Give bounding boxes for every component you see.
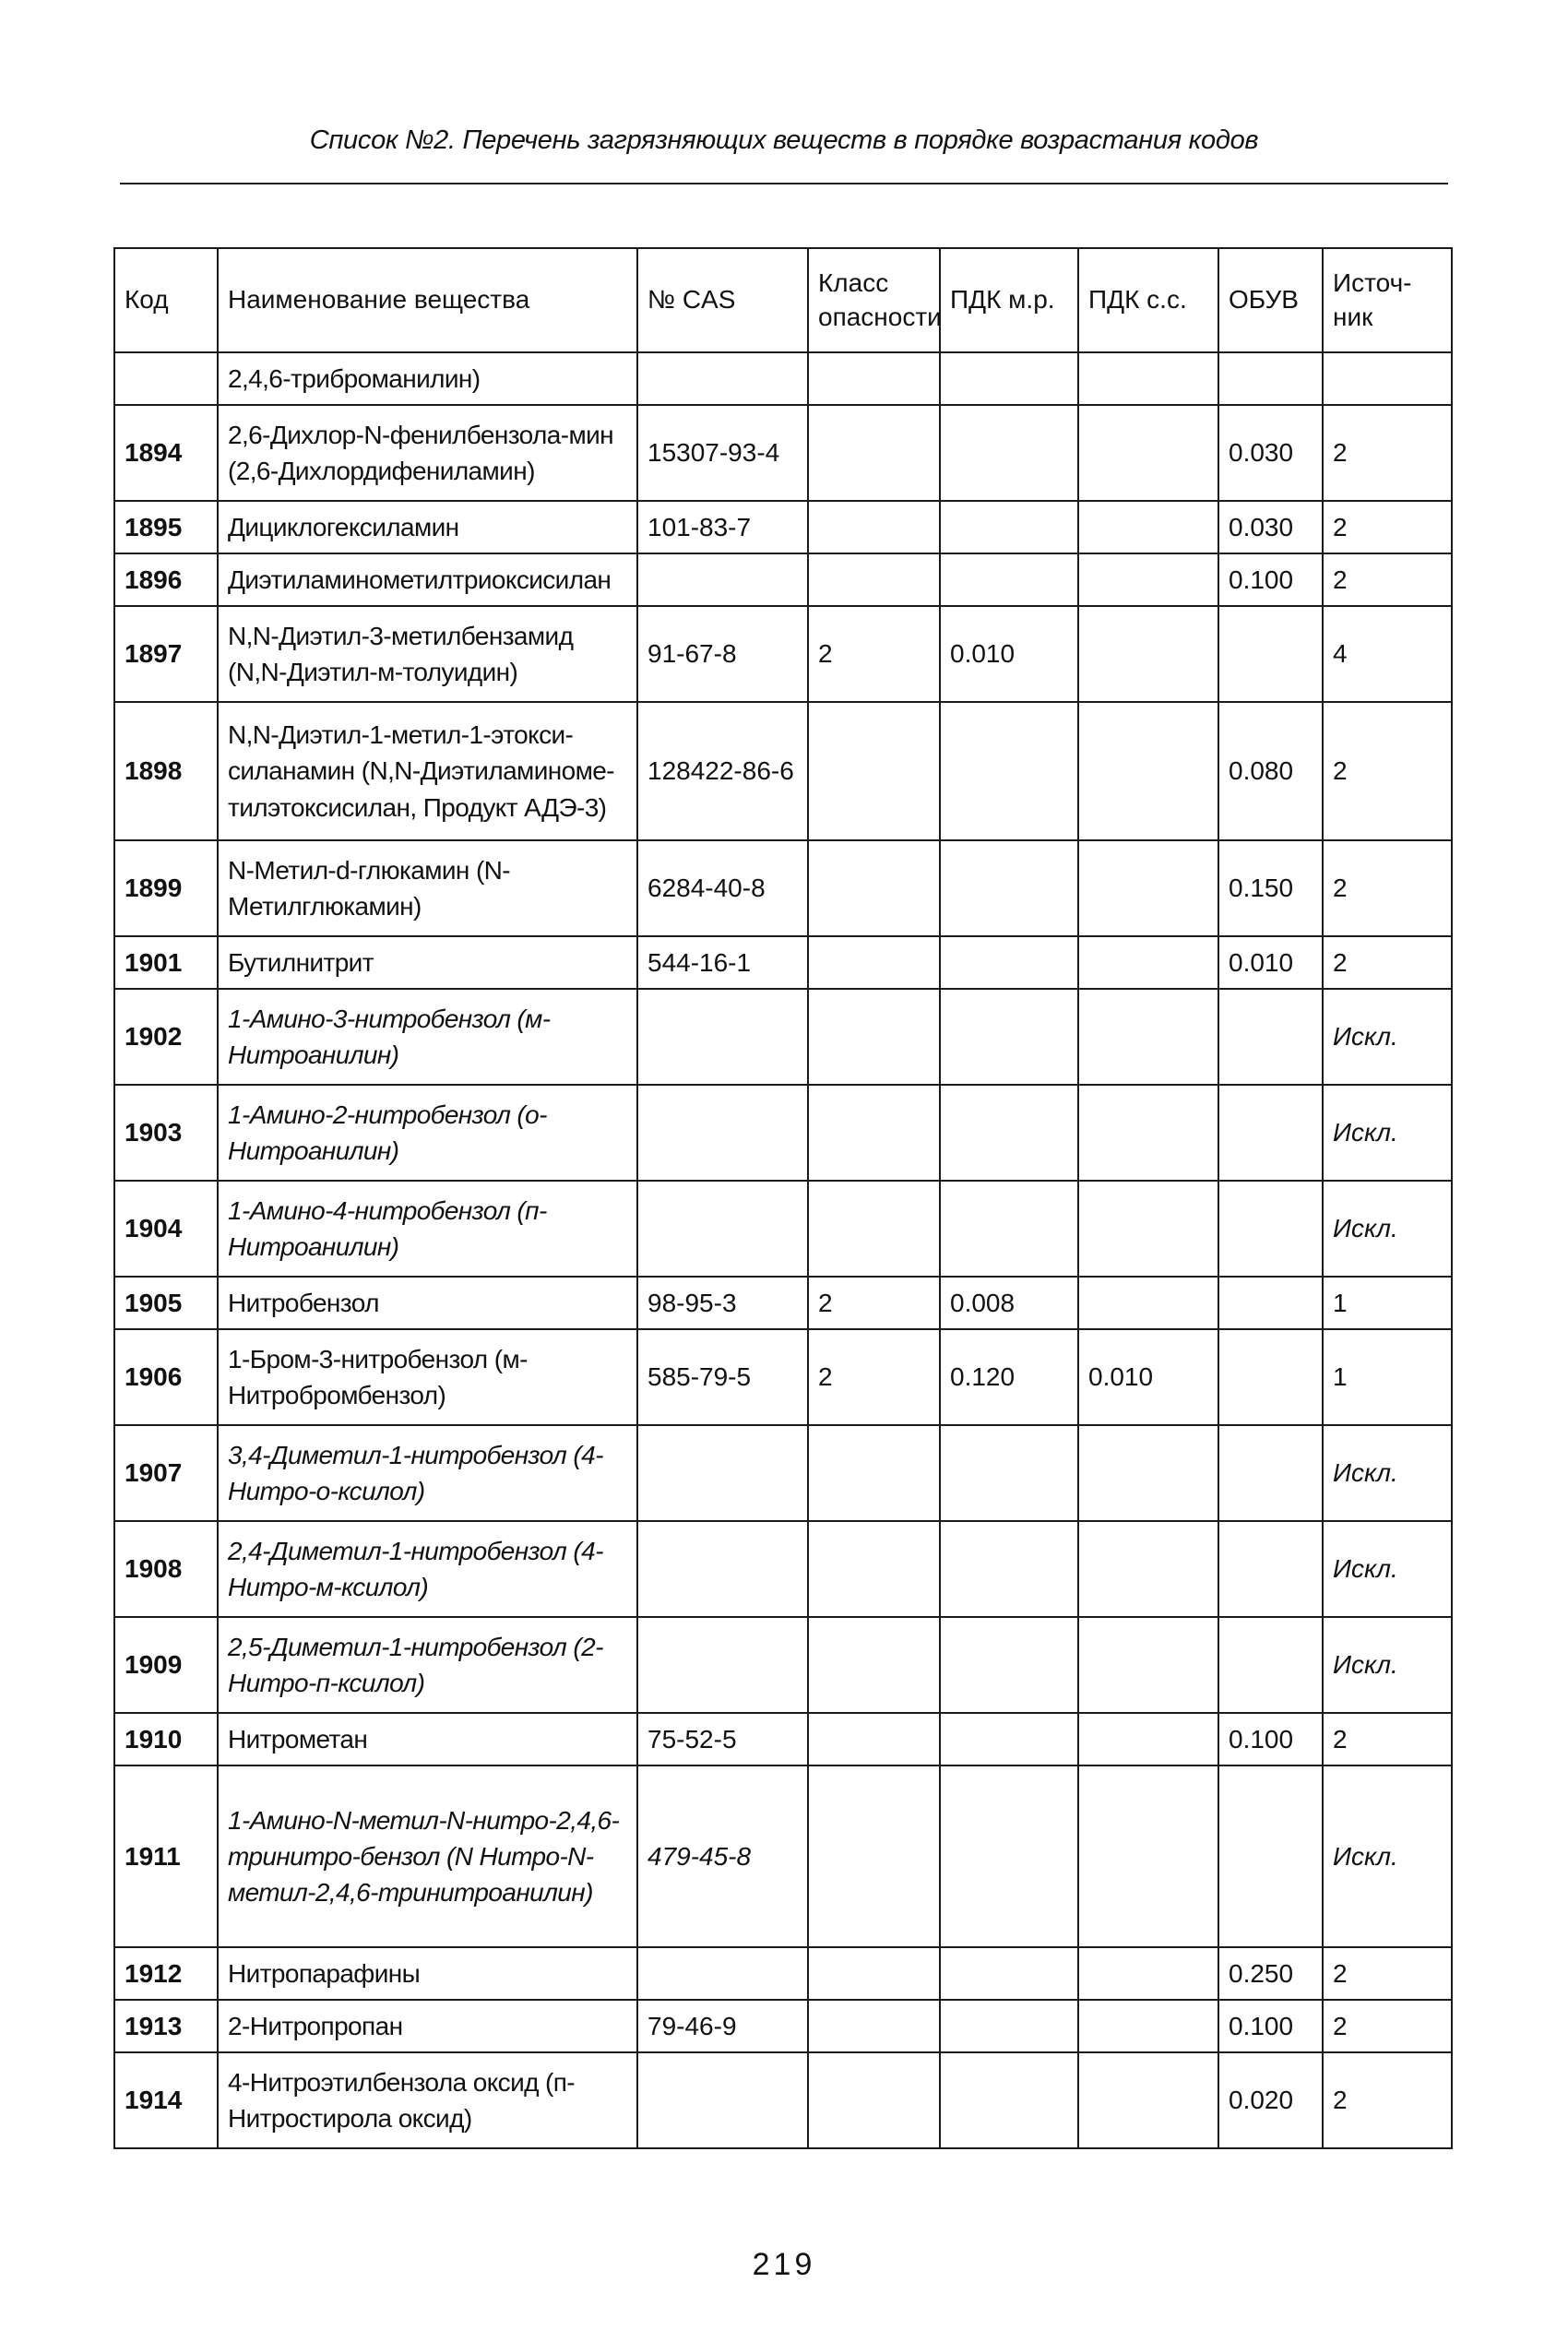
pollutants-table — [113, 247, 1453, 2149]
hazard-class-cell — [808, 1181, 940, 1277]
column-header: ПДК с.с. — [1078, 248, 1218, 352]
pdk-mr-cell — [940, 2000, 1078, 2052]
obuv-cell: 0.030 — [1218, 405, 1323, 501]
obuv-cell — [1218, 606, 1323, 702]
header-divider — [120, 183, 1448, 184]
hazard-class-cell — [808, 1425, 940, 1521]
obuv-cell — [1218, 989, 1323, 1085]
code-cell: 1894 — [114, 405, 218, 501]
source-cell: 2 — [1323, 2052, 1452, 2148]
table-row — [114, 1713, 1452, 1765]
substance-name-cell: 1-Амино-3-нитробензол (м-Нитроанилин) — [218, 989, 637, 1085]
cas-cell — [637, 553, 808, 606]
column-header: № CAS — [637, 248, 808, 352]
cas-cell — [637, 1085, 808, 1181]
obuv-cell: 0.030 — [1218, 501, 1323, 553]
cas-cell: 98-95-3 — [637, 1277, 808, 1329]
pdk-mr-cell — [940, 1765, 1078, 1947]
pdk-mr-cell — [940, 1181, 1078, 1277]
code-cell: 1908 — [114, 1521, 218, 1617]
pdk-ss-cell: 0.010 — [1078, 1329, 1218, 1425]
hazard-class-cell — [808, 1713, 940, 1765]
obuv-cell — [1218, 1277, 1323, 1329]
obuv-cell: 0.100 — [1218, 2000, 1323, 2052]
pdk-ss-cell — [1078, 1947, 1218, 2000]
pdk-ss-cell — [1078, 2000, 1218, 2052]
substance-name-cell: Нитробензол — [218, 1277, 637, 1329]
table-row — [114, 1765, 1452, 1947]
obuv-cell — [1218, 1521, 1323, 1617]
pdk-mr-cell — [940, 1947, 1078, 2000]
substance-name-cell: Бутилнитрит — [218, 936, 637, 989]
pdk-mr-cell — [940, 1085, 1078, 1181]
pdk-mr-cell: 0.008 — [940, 1277, 1078, 1329]
cas-cell — [637, 1617, 808, 1713]
pdk-mr-cell: 0.120 — [940, 1329, 1078, 1425]
table-row — [114, 1617, 1452, 1713]
code-cell: 1899 — [114, 840, 218, 936]
cas-cell — [637, 1181, 808, 1277]
source-cell: 2 — [1323, 2000, 1452, 2052]
pdk-ss-cell — [1078, 606, 1218, 702]
source-cell: Искл. — [1323, 1425, 1452, 1521]
cas-cell — [637, 1947, 808, 2000]
table-row — [114, 840, 1452, 936]
obuv-cell — [1218, 1085, 1323, 1181]
table-row — [114, 702, 1452, 840]
hazard-class-cell — [808, 2052, 940, 2148]
hazard-class-cell — [808, 1085, 940, 1181]
table-row — [114, 2052, 1452, 2148]
cas-cell: 6284-40-8 — [637, 840, 808, 936]
substance-name-cell: 1-Амино-2-нитробензол (о-Нитроанилин) — [218, 1085, 637, 1181]
column-header: Источ-ник — [1323, 248, 1452, 352]
pdk-ss-cell — [1078, 2052, 1218, 2148]
code-cell: 1913 — [114, 2000, 218, 2052]
pdk-ss-cell — [1078, 553, 1218, 606]
cas-cell: 101-83-7 — [637, 501, 808, 553]
source-cell: 2 — [1323, 553, 1452, 606]
code-cell: 1906 — [114, 1329, 218, 1425]
source-cell: 2 — [1323, 501, 1452, 553]
source-cell: Искл. — [1323, 1521, 1452, 1617]
source-cell: 2 — [1323, 840, 1452, 936]
hazard-class-cell — [808, 1521, 940, 1617]
code-cell: 1903 — [114, 1085, 218, 1181]
pdk-mr-cell — [940, 1521, 1078, 1617]
pdk-mr-cell — [940, 352, 1078, 405]
cas-cell: 15307-93-4 — [637, 405, 808, 501]
source-cell: 4 — [1323, 606, 1452, 702]
table-row — [114, 1521, 1452, 1617]
column-header: Наименование вещества — [218, 248, 637, 352]
column-header: ПДК м.р. — [940, 248, 1078, 352]
pdk-ss-cell — [1078, 1617, 1218, 1713]
hazard-class-cell — [808, 1947, 940, 2000]
obuv-cell — [1218, 1425, 1323, 1521]
cas-cell: 128422-86-6 — [637, 702, 808, 840]
table-row — [114, 553, 1452, 606]
pdk-mr-cell — [940, 501, 1078, 553]
hazard-class-cell — [808, 553, 940, 606]
source-cell — [1323, 352, 1452, 405]
pdk-mr-cell — [940, 1425, 1078, 1521]
source-cell: 2 — [1323, 1713, 1452, 1765]
table-row — [114, 606, 1452, 702]
pdk-ss-cell — [1078, 1425, 1218, 1521]
source-cell: 2 — [1323, 702, 1452, 840]
obuv-cell: 0.080 — [1218, 702, 1323, 840]
cas-cell: 79-46-9 — [637, 2000, 808, 2052]
substance-name-cell: Нитропарафины — [218, 1947, 637, 2000]
hazard-class-cell: 2 — [808, 1329, 940, 1425]
hazard-class-cell — [808, 405, 940, 501]
table-row — [114, 1085, 1452, 1181]
code-cell: 1909 — [114, 1617, 218, 1713]
substance-name-cell: Диэтиламинометилтриоксисилан — [218, 553, 637, 606]
table-row — [114, 936, 1452, 989]
column-header: Класс опасности — [808, 248, 940, 352]
table-row — [114, 352, 1452, 405]
source-cell: 1 — [1323, 1277, 1452, 1329]
code-cell: 1907 — [114, 1425, 218, 1521]
code-cell: 1897 — [114, 606, 218, 702]
hazard-class-cell — [808, 1765, 940, 1947]
pdk-ss-cell — [1078, 1765, 1218, 1947]
obuv-cell — [1218, 352, 1323, 405]
pdk-ss-cell — [1078, 1521, 1218, 1617]
column-header: Код — [114, 248, 218, 352]
table-row — [114, 501, 1452, 553]
cas-cell: 479-45-8 — [637, 1765, 808, 1947]
code-cell: 1911 — [114, 1765, 218, 1947]
source-cell: Искл. — [1323, 989, 1452, 1085]
substance-name-cell: 2,4-Диметил-1-нитробензол (4-Нитро-м-ксилол) — [218, 1521, 637, 1617]
code-cell: 1901 — [114, 936, 218, 989]
code-cell — [114, 352, 218, 405]
substance-name-cell: N,N-Диэтил-1-метил-1-этокси-силанамин (N,N-Диэтиламиноме-тилэтоксисилан, Продукт АДЭ-3) — [218, 702, 637, 840]
cas-cell — [637, 352, 808, 405]
cas-cell — [637, 2052, 808, 2148]
hazard-class-cell — [808, 840, 940, 936]
table-row — [114, 1277, 1452, 1329]
column-header: ОБУВ — [1218, 248, 1323, 352]
cas-cell: 585-79-5 — [637, 1329, 808, 1425]
code-cell: 1896 — [114, 553, 218, 606]
substance-name-cell: 1-Бром-3-нитробензол (м-Нитробромбензол) — [218, 1329, 637, 1425]
table-header-row — [114, 248, 1452, 352]
hazard-class-cell — [808, 1617, 940, 1713]
pdk-ss-cell — [1078, 352, 1218, 405]
table-row — [114, 1947, 1452, 2000]
hazard-class-cell — [808, 352, 940, 405]
pdk-mr-cell — [940, 1617, 1078, 1713]
pdk-ss-cell — [1078, 1713, 1218, 1765]
code-cell: 1914 — [114, 2052, 218, 2148]
hazard-class-cell — [808, 702, 940, 840]
obuv-cell: 0.020 — [1218, 2052, 1323, 2148]
source-cell: 2 — [1323, 936, 1452, 989]
code-cell: 1910 — [114, 1713, 218, 1765]
source-cell: Искл. — [1323, 1085, 1452, 1181]
substance-name-cell: N-Метил-d-глюкамин (N-Метилглюкамин) — [218, 840, 637, 936]
table-row — [114, 989, 1452, 1085]
table-row — [114, 405, 1452, 501]
pdk-mr-cell — [940, 989, 1078, 1085]
pdk-ss-cell — [1078, 840, 1218, 936]
obuv-cell: 0.100 — [1218, 1713, 1323, 1765]
obuv-cell — [1218, 1617, 1323, 1713]
substance-name-cell: 2-Нитропропан — [218, 2000, 637, 2052]
table-row — [114, 1329, 1452, 1425]
substance-name-cell: Дициклогексиламин — [218, 501, 637, 553]
page-number: 219 — [752, 2247, 816, 2282]
obuv-cell: 0.150 — [1218, 840, 1323, 936]
substance-name-cell: 1-Амино-N-метил-N-нитро-2,4,6-тринитро-бензол (N Нитро-N-метил-2,4,6-тринитроанилин) — [218, 1765, 637, 1947]
source-cell: 1 — [1323, 1329, 1452, 1425]
pdk-mr-cell: 0.010 — [940, 606, 1078, 702]
cas-cell: 544-16-1 — [637, 936, 808, 989]
pdk-ss-cell — [1078, 989, 1218, 1085]
obuv-cell: 0.100 — [1218, 553, 1323, 606]
pdk-mr-cell — [940, 553, 1078, 606]
pdk-ss-cell — [1078, 501, 1218, 553]
obuv-cell: 0.010 — [1218, 936, 1323, 989]
code-cell: 1905 — [114, 1277, 218, 1329]
pdk-ss-cell — [1078, 936, 1218, 989]
source-cell: 2 — [1323, 1947, 1452, 2000]
hazard-class-cell: 2 — [808, 1277, 940, 1329]
pdk-mr-cell — [940, 936, 1078, 989]
table-row — [114, 1425, 1452, 1521]
substance-name-cell: 2,4,6-триброманилин) — [218, 352, 637, 405]
pdk-mr-cell — [940, 2052, 1078, 2148]
obuv-cell: 0.250 — [1218, 1947, 1323, 2000]
code-cell: 1902 — [114, 989, 218, 1085]
hazard-class-cell — [808, 989, 940, 1085]
obuv-cell — [1218, 1181, 1323, 1277]
substance-name-cell: 2,5-Диметил-1-нитробензол (2-Нитро-п-ксилол) — [218, 1617, 637, 1713]
cas-cell: 91-67-8 — [637, 606, 808, 702]
code-cell: 1895 — [114, 501, 218, 553]
pdk-ss-cell — [1078, 1277, 1218, 1329]
obuv-cell — [1218, 1765, 1323, 1947]
source-cell: 2 — [1323, 405, 1452, 501]
cas-cell: 75-52-5 — [637, 1713, 808, 1765]
substance-name-cell: Нитрометан — [218, 1713, 637, 1765]
substance-name-cell: N,N-Диэтил-3-метилбензамид (N,N-Диэтил-м-толуидин) — [218, 606, 637, 702]
code-cell: 1898 — [114, 702, 218, 840]
pdk-ss-cell — [1078, 1181, 1218, 1277]
pdk-mr-cell — [940, 405, 1078, 501]
substance-name-cell: 2,6-Дихлор-N-фенилбензола-мин (2,6-Дихлордифениламин) — [218, 405, 637, 501]
source-cell: Искл. — [1323, 1765, 1452, 1947]
cas-cell — [637, 1521, 808, 1617]
hazard-class-cell — [808, 501, 940, 553]
source-cell: Искл. — [1323, 1617, 1452, 1713]
pdk-ss-cell — [1078, 702, 1218, 840]
pdk-mr-cell — [940, 1713, 1078, 1765]
cas-cell — [637, 989, 808, 1085]
source-cell: Искл. — [1323, 1181, 1452, 1277]
pdk-ss-cell — [1078, 405, 1218, 501]
pdk-ss-cell — [1078, 1085, 1218, 1181]
substance-name-cell: 1-Амино-4-нитробензол (п-Нитроанилин) — [218, 1181, 637, 1277]
cas-cell — [637, 1425, 808, 1521]
pdk-mr-cell — [940, 702, 1078, 840]
obuv-cell — [1218, 1329, 1323, 1425]
hazard-class-cell — [808, 2000, 940, 2052]
hazard-class-cell — [808, 936, 940, 989]
table-row — [114, 2000, 1452, 2052]
hazard-class-cell: 2 — [808, 606, 940, 702]
table-row — [114, 1181, 1452, 1277]
substance-name-cell: 4-Нитроэтилбензола оксид (п-Нитростирола оксид) — [218, 2052, 637, 2148]
pdk-mr-cell — [940, 840, 1078, 936]
table-body — [114, 352, 1452, 2148]
page-header-title: Список №2. Перечень загрязняющих веществ в порядке возрастания кодов — [309, 125, 1259, 155]
code-cell: 1904 — [114, 1181, 218, 1277]
substance-name-cell: 3,4-Диметил-1-нитробензол (4-Нитро-о-ксилол) — [218, 1425, 637, 1521]
code-cell: 1912 — [114, 1947, 218, 2000]
